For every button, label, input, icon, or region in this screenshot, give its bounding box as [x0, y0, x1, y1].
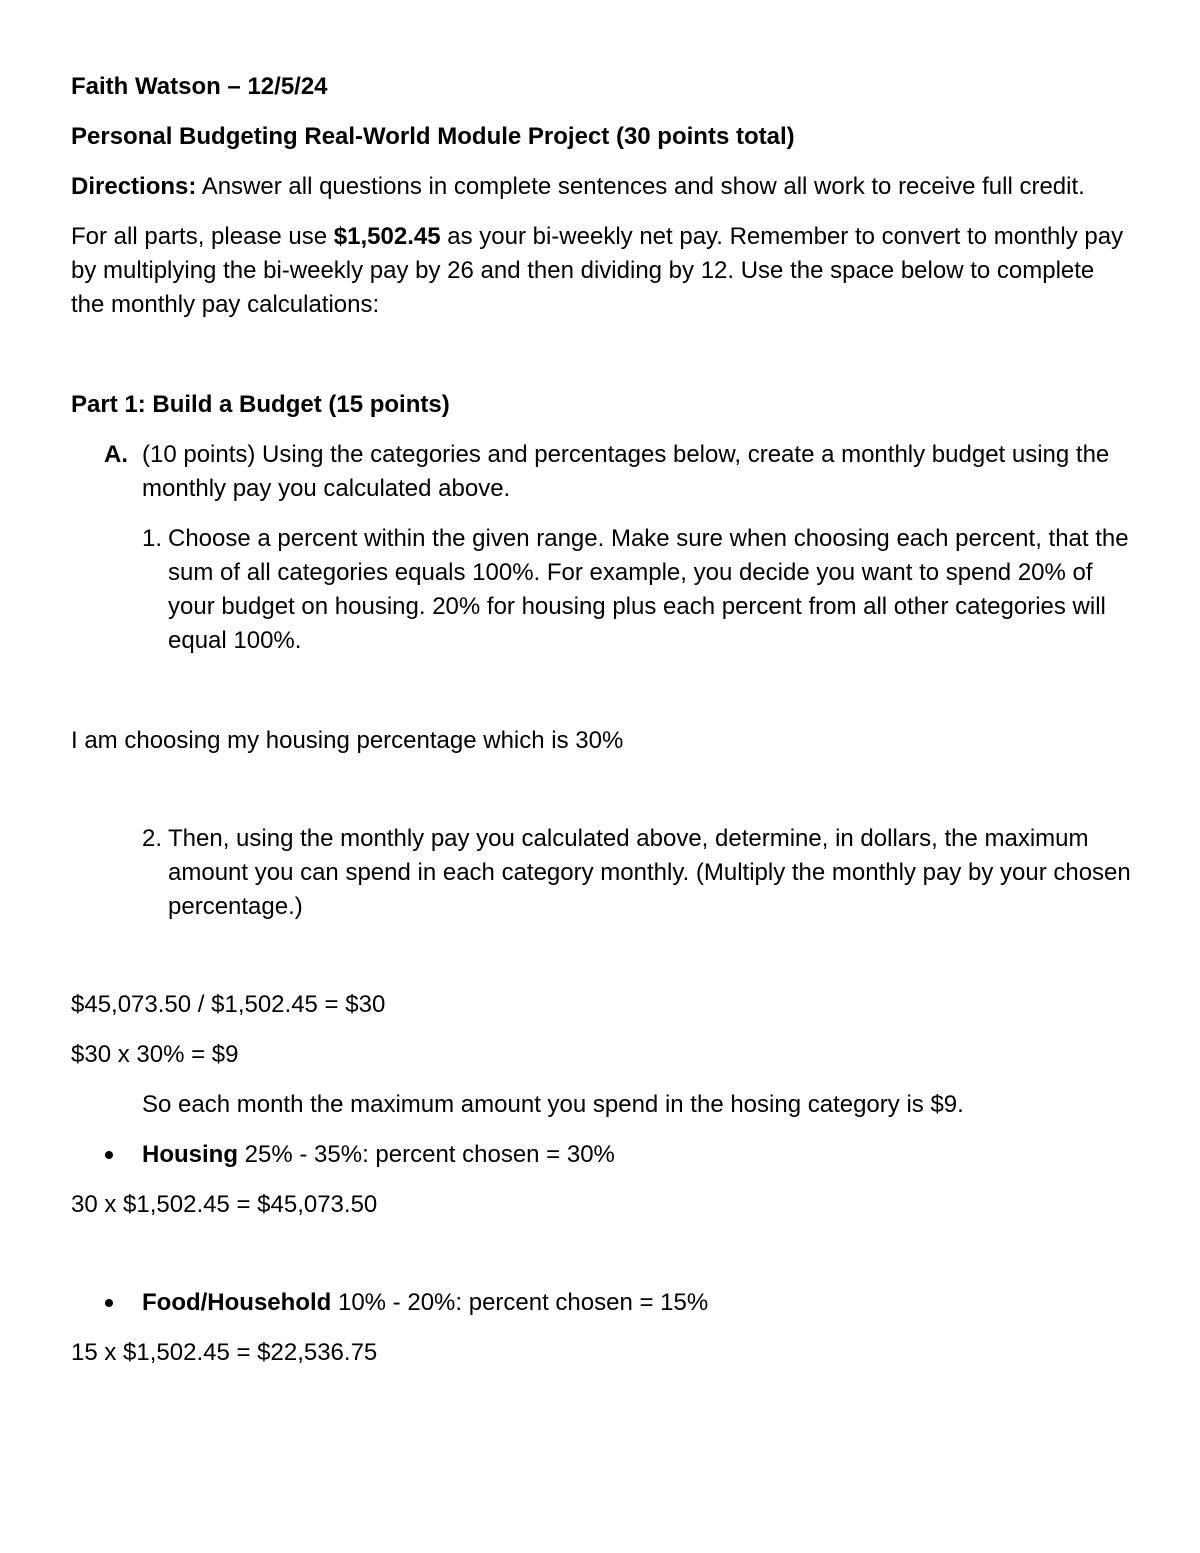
housing-calc: 30 x $1,502.45 = $45,073.50 — [71, 1191, 378, 1218]
calc-line-1: $45,073.50 / $1,502.45 = $30 — [71, 991, 386, 1018]
bullet-icon — [105, 1151, 113, 1159]
step-1 — [71, 522, 1131, 658]
food-text: 10% - 20%: percent chosen = 15% — [331, 1289, 709, 1316]
directions-paragraph — [71, 170, 1131, 204]
bullet-icon — [105, 1299, 113, 1307]
housing-label: Housing — [142, 1141, 238, 1168]
item-a-marker: A. — [104, 441, 128, 468]
part1-heading: Part 1: Build a Budget (15 points) — [71, 391, 450, 418]
calc-note: So each month the maximum amount you spend in the hosing category is $9. — [142, 1091, 964, 1118]
item-a — [71, 438, 1131, 506]
step-1-marker: 1. — [142, 525, 163, 552]
project-title: Personal Budgeting Real-World Module Project (30 points total) — [71, 123, 795, 150]
directions-label: Directions: — [71, 173, 197, 200]
calc-line-2: $30 x 30% = $9 — [71, 1041, 239, 1068]
food-calc: 15 x $1,502.45 = $22,536.75 — [71, 1339, 378, 1366]
author-date: Faith Watson – 12/5/24 — [71, 73, 328, 100]
housing-bullet — [71, 1138, 1131, 1172]
intro-after: as your bi-weekly net pay. Remember to convert to monthly pay by multiplying the bi-weekly pay by 26 and then dividing by 12. Use the space below to complete the monthly pay calculations: — [71, 223, 1124, 318]
food-label: Food/Household — [142, 1289, 332, 1316]
intro-paragraph — [71, 220, 1131, 322]
step-1-text: Choose a percent within the given range. Make sure when choosing each percent, that the sum of all categories equals 100%. For example, you decide you want to spend 20% of your budget on housing. 20% for housing plus each percent from all other categories will equal 100%. — [168, 525, 1129, 654]
directions-text: Answer all questions in complete sentences and show all work to receive full credit. — [196, 173, 1085, 200]
food-bullet — [71, 1286, 1131, 1320]
document-page — [71, 70, 1131, 1370]
answer-housing-percentage: I am choosing my housing percentage which is 30% — [71, 727, 624, 754]
net-pay-amount: $1,502.45 — [333, 223, 441, 250]
step-2 — [71, 822, 1131, 924]
item-a-text: (10 points) Using the categories and percentages below, create a monthly budget using the monthly pay you calculated above. — [142, 441, 1110, 502]
step-2-text: Then, using the monthly pay you calculated above, determine, in dollars, the maximum amount you can spend in each category monthly. (Multiply the monthly pay by your chosen percentage.) — [168, 825, 1131, 920]
step-2-marker: 2. — [142, 825, 163, 852]
housing-text: 25% - 35%: percent chosen = 30% — [238, 1141, 615, 1168]
intro-before: For all parts, please use — [71, 223, 334, 250]
